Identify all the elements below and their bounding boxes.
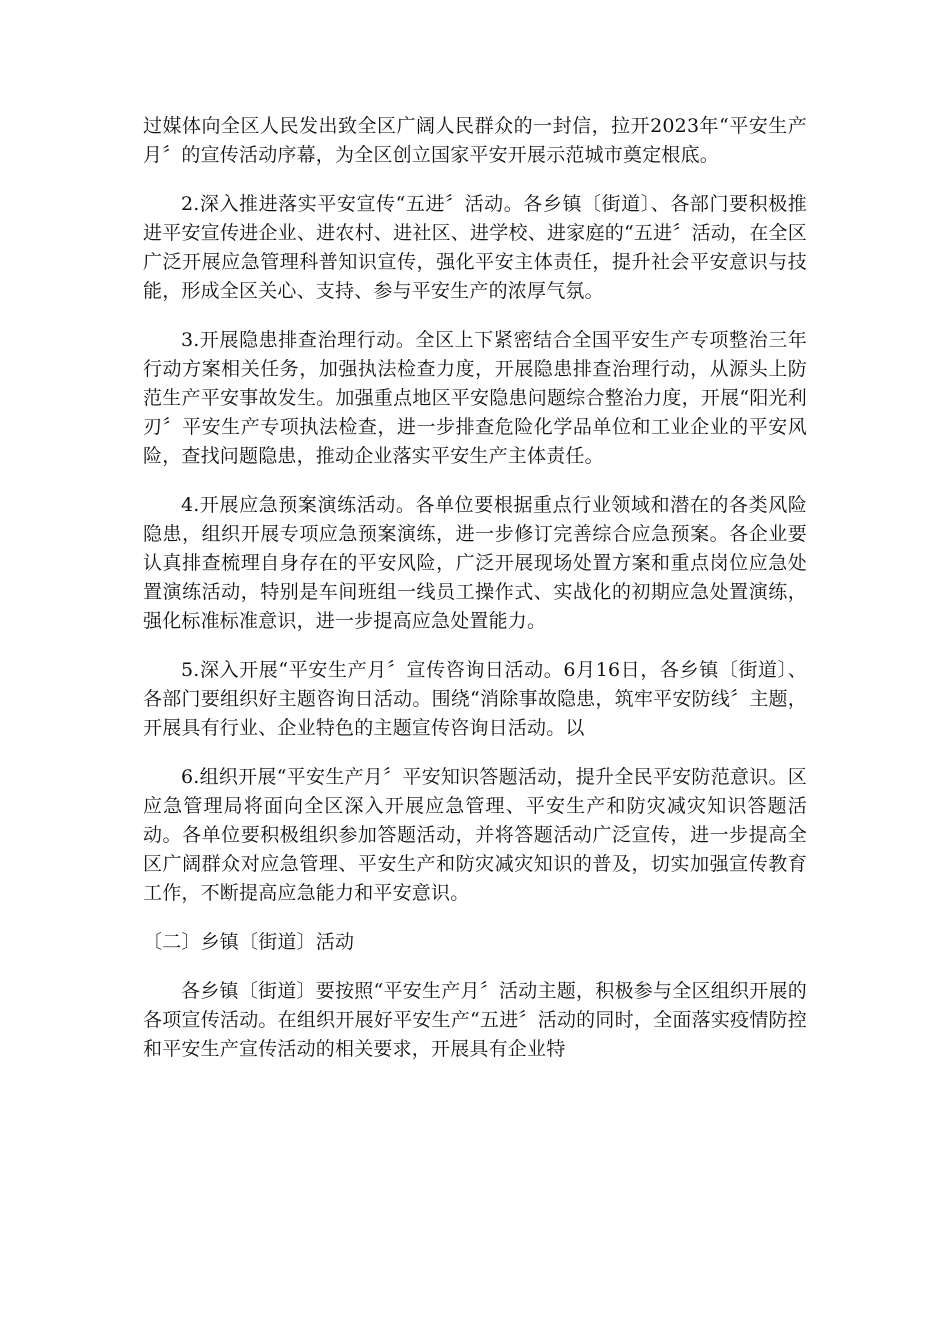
paragraph-item-5: 5.深入开展“平安生产月〞宣传咨询日活动。6月16日，各乡镇〔街道〕、各部门要组织好主题咨询日活动。围绕“消除事故隐患，筑牢平安防线〞主题，开展具有行业、企业特色的主题宣传咨询日活动。以 — [143, 659, 807, 739]
document-body — [143, 112, 807, 1084]
paragraph-item-2: 2.深入推进落实平安宣传“五进〞活动。各乡镇〔街道〕、各部门要积极推进平安宣传进企业、进农村、进社区、进学校、进家庭的“五进〞活动，在全区广泛开展应急管理科普知识宣传，强化平安主体责任，提升社会平安意识与技能，形成全区关心、支持、参与平安生产的浓厚气氛。 — [143, 193, 807, 302]
paragraph-item-6: 6.组织开展“平安生产月〞平安知识答题活动，提升全民平安防范意识。区应急管理局将面向全区深入开展应急管理、平安生产和防灾减灾知识答题活动。各单位要积极组织参加答题活动，并将答题活动广泛宣传，进一步提高全区广阔群众对应急管理、平安生产和防灾减灾知识的普及，切实加强宣传教育工作，不断提高应急能力和平安意识。 — [143, 766, 807, 904]
paragraph-item-4: 4.开展应急预案演练活动。各单位要根据重点行业领域和潜在的各类风险隐患，组织开展专项应急预案演练，进一步修订完善综合应急预案。各企业要认真排查梳理自身存在的平安风险，广泛开展现场处置方案和重点岗位应急处置演练活动，特别是车间班组一线员工操作式、实战化的初期应急处置演练，强化标准标准意识，进一步提高应急处置能力。 — [143, 494, 807, 632]
paragraph-closing: 各乡镇〔街道〕要按照“平安生产月〞活动主题，积极参与全区组织开展的各项宣传活动。在组织开展好平安生产“五进〞活动的同时，全面落实疫情防控和平安生产宣传活动的相关要求，开展具有企业特 — [143, 980, 807, 1060]
section-heading: 〔二〕乡镇〔街道〕活动 — [143, 931, 355, 953]
paragraph-continuation: 过媒体向全区人民发出致全区广阔人民群众的一封信，拉开2023年“平安生产月〞的宣传活动序幕，为全区创立国家平安开展示范城市奠定根底。 — [143, 115, 807, 166]
paragraph-item-3: 3.开展隐患排查治理行动。全区上下紧密结合全国平安生产专项整治三年行动方案相关任务，加强执法检查力度，开展隐患排查治理行动，从源头上防范生产平安事故发生。加强重点地区平安隐患问题综合整治力度，开展“阳光利刃〞平安生产专项执法检查，进一步排查危险化学品单位和工业企业的平安风险，查找问题隐患，推动企业落实平安生产主体责任。 — [143, 329, 807, 467]
